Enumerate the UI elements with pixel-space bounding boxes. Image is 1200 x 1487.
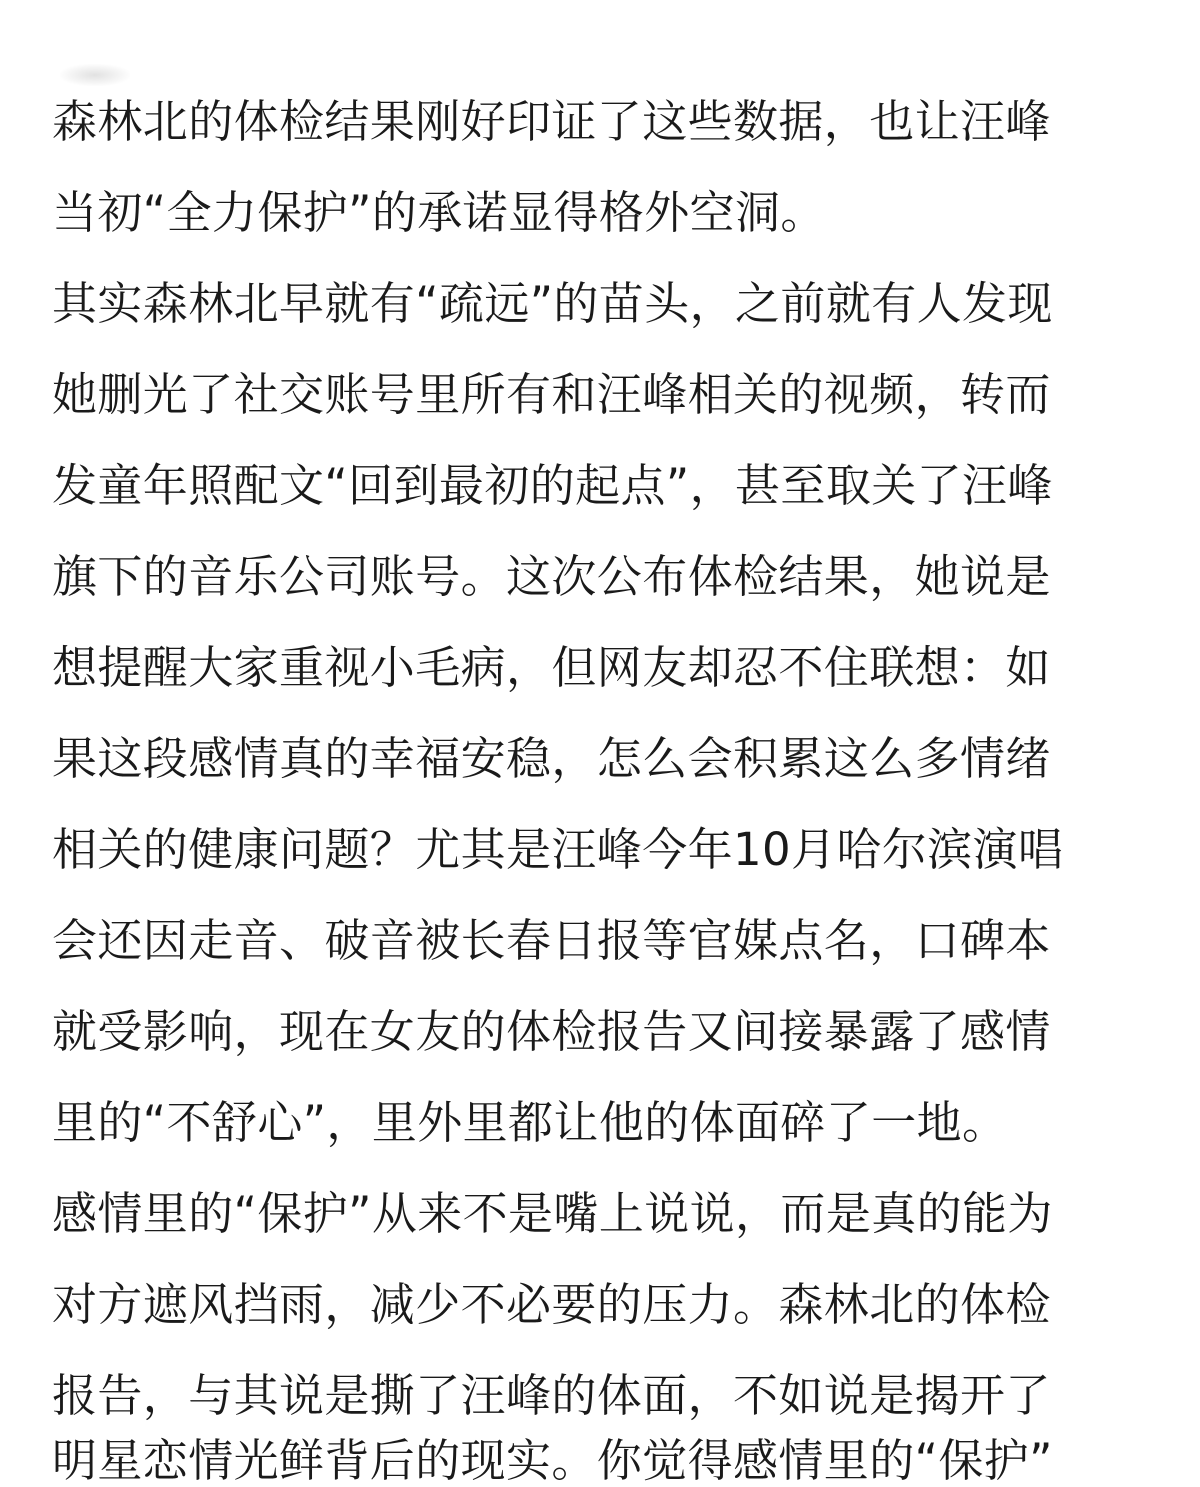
text-line: 报告，与其说是撕了汪峰的体面，不如说是揭开了 [52,1369,1051,1422]
text-line: 发童年照配文“回到最初的起点”，甚至取关了汪峰 [52,459,1053,512]
text-line: 感情里的“保护”从来不是嘴上说说，而是真的能为 [52,1187,1053,1240]
text-line: 果这段感情真的幸福安稳，怎么会积累这么多情绪 [52,732,1051,785]
article-body [52,76,1192,1441]
text-line: 就受影响，现在女友的体检报告又间接暴露了感情 [52,1005,1051,1058]
text-line: 对方遮风挡雨，减少不必要的压力。森林北的体检 [52,1278,1051,1331]
text-line: 旗下的音乐公司账号。这次公布体检结果，她说是 [52,550,1051,603]
text-line: 相关的健康问题？尤其是汪峰今年10月哈尔滨演唱 [52,823,1064,876]
cut-off-text-line: 明星恋情光鲜背后的现实。你觉得感情里的“保护” [52,1434,1053,1487]
text-line: 其实森林北早就有“疏远”的苗头，之前就有人发现 [52,277,1053,330]
text-line: 里的“不舒心”，里外里都让他的体面碎了一地。 [52,1096,1008,1149]
text-line: 她删光了社交账号里所有和汪峰相关的视频，转而 [52,368,1051,421]
text-line: 当初“全力保护”的承诺显得格外空洞。 [52,186,826,239]
text-line: 想提醒大家重视小毛病，但网友却忍不住联想：如 [52,641,1051,694]
text-line: 森林北的体检结果刚好印证了这些数据，也让汪峰 [52,95,1051,148]
text-line: 会还因走音、破音被长春日报等官媒点名，口碑本 [52,914,1051,967]
